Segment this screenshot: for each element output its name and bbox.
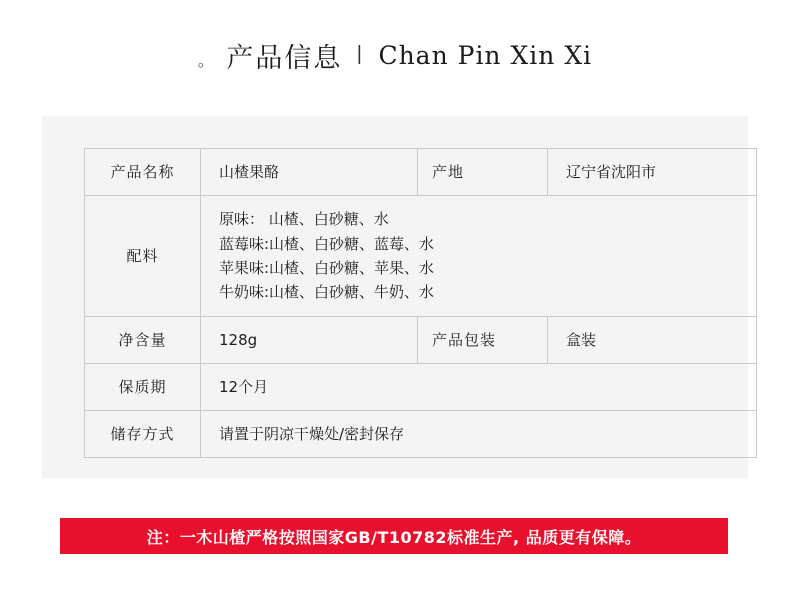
table-row (85, 317, 757, 364)
page-title (0, 36, 790, 75)
row-label-product-name: 产品名称 (85, 149, 201, 196)
table-row (85, 149, 757, 196)
row-value-shelf-life: 12个月 (201, 364, 757, 411)
page-title-chinese: 产品信息 (226, 43, 343, 74)
row-value-product-name: 山楂果酪 (201, 149, 418, 196)
ingredient-line-original: 原味： 山楂、白砂糖、水 (219, 210, 389, 229)
ingredient-line-apple: 苹果味:山楂、白砂糖、苹果、水 (219, 259, 435, 277)
table-row (85, 411, 757, 458)
ingredient-line-milk: 牛奶味:山楂、白砂糖、牛奶、水 (219, 283, 435, 302)
standard-note-banner: 注：一木山楂严格按照国家GB/T10782标准生产, 品质更有保障。 (60, 518, 728, 554)
row-label-storage: 储存方式 (85, 411, 201, 458)
row-label-packaging: 产品包装 (418, 317, 548, 364)
table-row (85, 196, 757, 317)
title-separator-icon: | (356, 43, 362, 65)
bullet-icon: 。 (197, 53, 214, 70)
table-row (85, 364, 757, 411)
row-label-net-weight: 净含量 (85, 317, 201, 364)
page-title-pinyin: Chan Pin Xin Xi (378, 41, 593, 70)
row-value-packaging: 盒装 (548, 317, 757, 364)
product-spec-table (84, 148, 757, 458)
row-value-net-weight: 128g (201, 317, 418, 364)
ingredient-line-blueberry: 蓝莓味:山楂、白砂糖、蓝莓、水 (219, 234, 435, 253)
row-value-storage: 请置于阴凉干燥处/密封保存 (201, 411, 757, 458)
row-label-origin: 产地 (418, 149, 548, 196)
row-value-origin: 辽宁省沈阳市 (548, 149, 757, 196)
row-value-ingredients (201, 196, 757, 317)
row-label-ingredients: 配料 (85, 196, 201, 317)
row-label-shelf-life: 保质期 (85, 364, 201, 411)
